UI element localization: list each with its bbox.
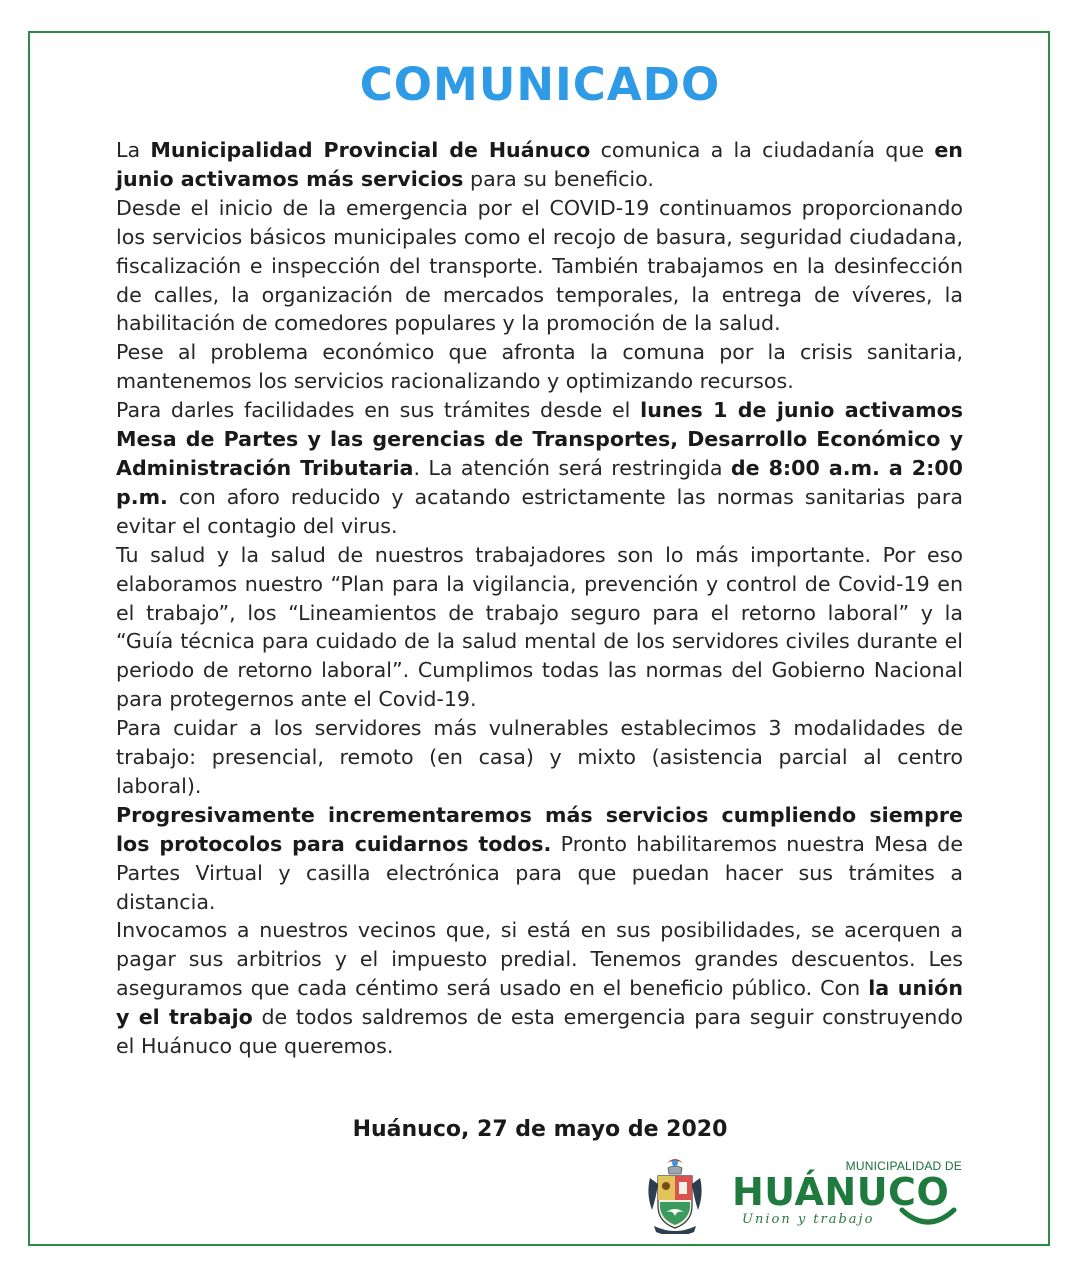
logo-big-text: HUÁNUCO [732, 1170, 950, 1214]
body-paragraph [116, 136, 963, 194]
text-segment: Pronto habilitaremos nuestra Mesa de Partes Virtual y casilla electrónica para que puedan hacer sus trámites a distancia. [116, 831, 963, 914]
text-segment: Para darles facilidades en sus trámites desde el [116, 398, 641, 423]
body-paragraph [116, 194, 963, 339]
text-segment: Invocamos a nuestros vecinos que, si está en sus posibilidades, se acerquen a pagar sus arbitrios y el impuesto predial. Tenemos grandes descuentos. Les aseguramos que cada céntimo será usado en el beneficio público. Con [116, 918, 963, 1001]
body-paragraph [116, 801, 963, 917]
text-segment: Desde el inicio de la emergencia por el COVID-19 continuamos proporcionando los servicios básicos municipales como el recojo de basura, seguridad ciudadana, fiscalización e inspección del transporte. También trabajamos en la desinfección de calles, la organización de mercados temporales, la entrega de víveres, la habilitación de comedores populares y la promoción de la salud. [116, 195, 963, 336]
body-paragraph [116, 396, 963, 541]
smile-arc-icon [898, 1204, 958, 1230]
document-body [116, 136, 963, 1061]
bold-text-segment: lunes 1 de junio activamos Mesa de Partes y las gerencias de Transportes, Desarrollo Económico y Administración Tributaria [116, 398, 963, 480]
bold-text-segment: Progresivamente incrementaremos más servicios cumpliendo siempre los protocolos para cuidarnos todos. [116, 802, 963, 856]
text-segment: Para cuidar a los servidores más vulnerables establecimos 3 modalidades de trabajo: presencial, remoto (en casa) y mixto (asistencia parcial al centro laboral). [116, 716, 963, 798]
coat-of-arms-icon [644, 1154, 706, 1234]
body-paragraph [116, 916, 963, 1061]
text-segment: La [116, 138, 151, 162]
bold-text-segment: la unión y el trabajo [116, 976, 963, 1030]
document-date: Huánuco, 27 de mayo de 2020 [352, 1117, 728, 1142]
body-paragraph [116, 338, 963, 396]
body-paragraph [116, 714, 963, 801]
bold-text-segment: Municipalidad Provincial de Huánuco [150, 138, 591, 162]
document-title: COMUNICADO [359, 58, 721, 111]
logo-small-text: MUNICIPALIDAD DE [845, 1159, 962, 1173]
text-segment: . La atención será restringida [413, 455, 731, 480]
text-segment: comunica a la ciudadanía que [590, 138, 935, 162]
logo-wordmark [732, 1150, 972, 1240]
text-segment: Tu salud y la salud de nuestros trabajadores son lo más importante. Por eso elaboramos nuestro “Plan para la vigilancia, prevención y control de Covid-19 en el trabajo”, los “Lineamientos de trabajo seguro para el retorno laboral” y la “Guía técnica para cuidado de la salud mental de los servidores civiles durante el periodo de retorno laboral”. Cumplimos todas las normas del Gobierno Nacional para protegernos ante el Covid-19. [116, 542, 963, 712]
text-segment: Pese al problema económico que afronta la comuna por la crisis sanitaria, mantenemos los servicios racionalizando y optimizando recursos. [116, 340, 963, 394]
text-segment: con aforo reducido y acatando estrictamente las normas sanitarias para evitar el contagio del virus. [116, 484, 963, 538]
bold-text-segment: de 8:00 a.m. a 2:00 p.m. [116, 455, 964, 509]
municipality-logo [640, 1150, 970, 1240]
logo-slogan: Union y trabajo [742, 1212, 875, 1227]
text-segment: de todos saldremos de esta emergencia para seguir construyendo el Huánuco que queremos. [116, 1005, 963, 1059]
bold-text-segment: en junio activamos más servicios [116, 138, 963, 191]
text-segment: para su beneficio. [463, 166, 654, 191]
body-paragraph [116, 541, 963, 714]
